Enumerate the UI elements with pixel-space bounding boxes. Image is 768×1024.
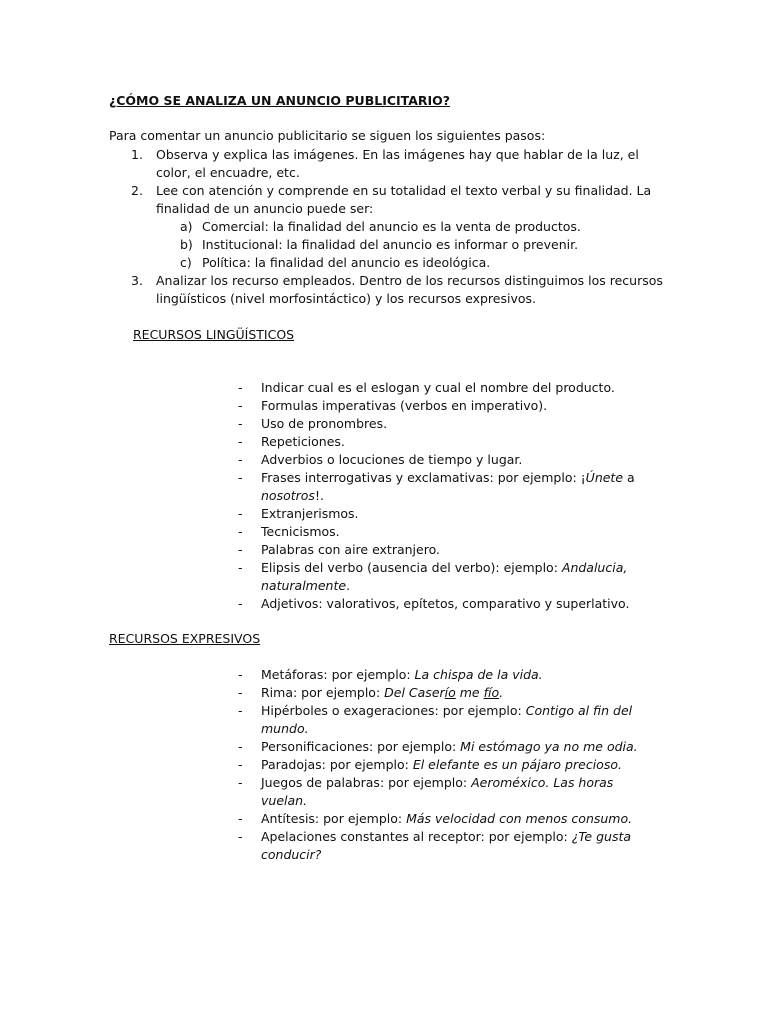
item-example: Del Caser — [384, 685, 445, 700]
item-text: Apelaciones constantes al receptor: por ejemplo: — [261, 829, 572, 844]
list-item — [238, 505, 638, 523]
item-example: nosotros — [261, 488, 315, 503]
purpose-item — [109, 218, 669, 236]
purpose-item — [109, 236, 669, 254]
step-item — [109, 146, 669, 182]
purpose-item — [109, 254, 669, 272]
item-example: Mi estómago ya no me odia. — [460, 739, 638, 754]
dash-bullet: - — [238, 829, 243, 844]
dash-bullet: - — [238, 506, 243, 521]
item-example: ¿Te gusta conducir? — [261, 829, 632, 862]
list-item — [238, 415, 638, 433]
expressive-list — [238, 666, 638, 864]
dash-bullet: - — [238, 452, 243, 467]
purpose-letter: a) — [180, 219, 193, 234]
item-example: Más velocidad con menos consumo. — [406, 811, 633, 826]
step-item — [109, 182, 669, 272]
purpose-text: Política: la finalidad del anuncio es ideológica. — [202, 255, 491, 270]
dash-bullet: - — [238, 470, 243, 485]
dash-bullet: - — [238, 524, 243, 539]
item-example: me — [455, 685, 484, 700]
item-text: Hipérboles o exageraciones: por ejemplo: — [261, 703, 526, 718]
item-tail: a — [623, 470, 635, 485]
linguistic-list — [238, 379, 638, 613]
item-text: Palabras con aire extranjero. — [261, 542, 440, 557]
linguistic-heading: RECURSOS LINGÜÍSTICOS — [133, 327, 295, 342]
list-item — [238, 738, 638, 756]
page-title: ¿CÓMO SE ANALIZA UN ANUNCIO PUBLICITARIO? — [109, 93, 451, 108]
item-example: Únete — [585, 470, 624, 485]
item-text: Personificaciones: por ejemplo: — [261, 739, 461, 754]
item-example-underlined: ío — [444, 685, 456, 700]
item-text: Metáforas: por ejemplo: — [261, 667, 415, 682]
item-text: Uso de pronombres. — [261, 416, 388, 431]
item-tail: . — [346, 578, 351, 593]
list-item — [238, 523, 638, 541]
step-text: Observa y explica las imágenes. En las imágenes hay que hablar de la luz, el color, el encuadre, etc. — [156, 147, 639, 180]
item-example: La chispa de la vida. — [414, 667, 543, 682]
list-item — [238, 433, 638, 451]
list-item — [238, 541, 638, 559]
item-text: Adverbios o locuciones de tiempo y lugar. — [261, 452, 523, 467]
list-item — [238, 702, 638, 738]
purpose-letter: b) — [180, 237, 193, 252]
dash-bullet: - — [238, 560, 243, 575]
purpose-text: Institucional: la finalidad del anuncio es informar o prevenir. — [202, 237, 579, 252]
intro-paragraph: Para comentar un anuncio publicitario se siguen los siguientes pasos: — [109, 128, 546, 143]
dash-bullet: - — [238, 739, 243, 754]
list-item — [238, 595, 638, 613]
item-text: Tecnicismos. — [261, 524, 340, 539]
list-item — [238, 469, 638, 505]
step-text: Lee con atención y comprende en su totalidad el texto verbal y su finalidad. La finalidad de un anuncio puede ser: — [156, 183, 652, 216]
item-example: Aeroméxico. Las horas vuelan. — [261, 775, 614, 808]
item-text: Elipsis del verbo (ausencia del verbo): ejemplo: — [261, 560, 562, 575]
item-example: Contigo al fin del mundo. — [261, 703, 633, 736]
item-text: Extranjerismos. — [261, 506, 359, 521]
item-text: Rima: por ejemplo: — [261, 685, 385, 700]
list-item — [238, 397, 638, 415]
list-item — [238, 451, 638, 469]
list-item — [238, 756, 638, 774]
item-tail: . — [499, 685, 504, 700]
list-item — [238, 828, 638, 864]
item-text: Repeticiones. — [261, 434, 345, 449]
step-text: Analizar los recurso empleados. Dentro de los recursos distinguimos los recursos lingüísticos (nivel morfosintáctico) y los recursos expresivos. — [156, 273, 663, 306]
dash-bullet: - — [238, 596, 243, 611]
list-item — [238, 810, 638, 828]
item-example: Andalucia, naturalmente — [261, 560, 628, 593]
list-item — [238, 379, 638, 397]
item-text: Antítesis: por ejemplo: — [261, 811, 407, 826]
list-item — [238, 559, 638, 595]
item-text: Paradojas: por ejemplo: — [261, 757, 413, 772]
step-item — [109, 272, 669, 308]
purpose-text: Comercial: la finalidad del anuncio es la venta de productos. — [202, 219, 581, 234]
list-item — [238, 774, 638, 810]
item-tail: !. — [314, 488, 324, 503]
dash-bullet: - — [238, 398, 243, 413]
item-text: Adjetivos: valorativos, epítetos, comparativo y superlativo. — [261, 596, 630, 611]
steps-list — [109, 146, 669, 308]
list-item — [238, 666, 638, 684]
dash-bullet: - — [238, 811, 243, 826]
list-item — [238, 684, 638, 702]
dash-bullet: - — [238, 757, 243, 772]
dash-bullet: - — [238, 434, 243, 449]
item-example: El elefante es un pájaro precioso. — [412, 757, 622, 772]
dash-bullet: - — [238, 542, 243, 557]
step-number: 2. — [131, 183, 143, 198]
item-text: Frases interrogativas y exclamativas: por ejemplo: ¡ — [261, 470, 586, 485]
step-number: 3. — [131, 273, 143, 288]
dash-bullet: - — [238, 703, 243, 718]
item-example-underlined: fío — [483, 685, 500, 700]
expressive-heading: RECURSOS EXPRESIVOS — [109, 631, 261, 646]
purpose-letter: c) — [180, 255, 192, 270]
item-text: Juegos de palabras: por ejemplo: — [261, 775, 472, 790]
dash-bullet: - — [238, 667, 243, 682]
step-number: 1. — [131, 147, 143, 162]
dash-bullet: - — [238, 380, 243, 395]
dash-bullet: - — [238, 416, 243, 431]
item-text: Formulas imperativas (verbos en imperativo). — [261, 398, 548, 413]
dash-bullet: - — [238, 775, 243, 790]
dash-bullet: - — [238, 685, 243, 700]
item-text: Indicar cual es el eslogan y cual el nombre del producto. — [261, 380, 615, 395]
